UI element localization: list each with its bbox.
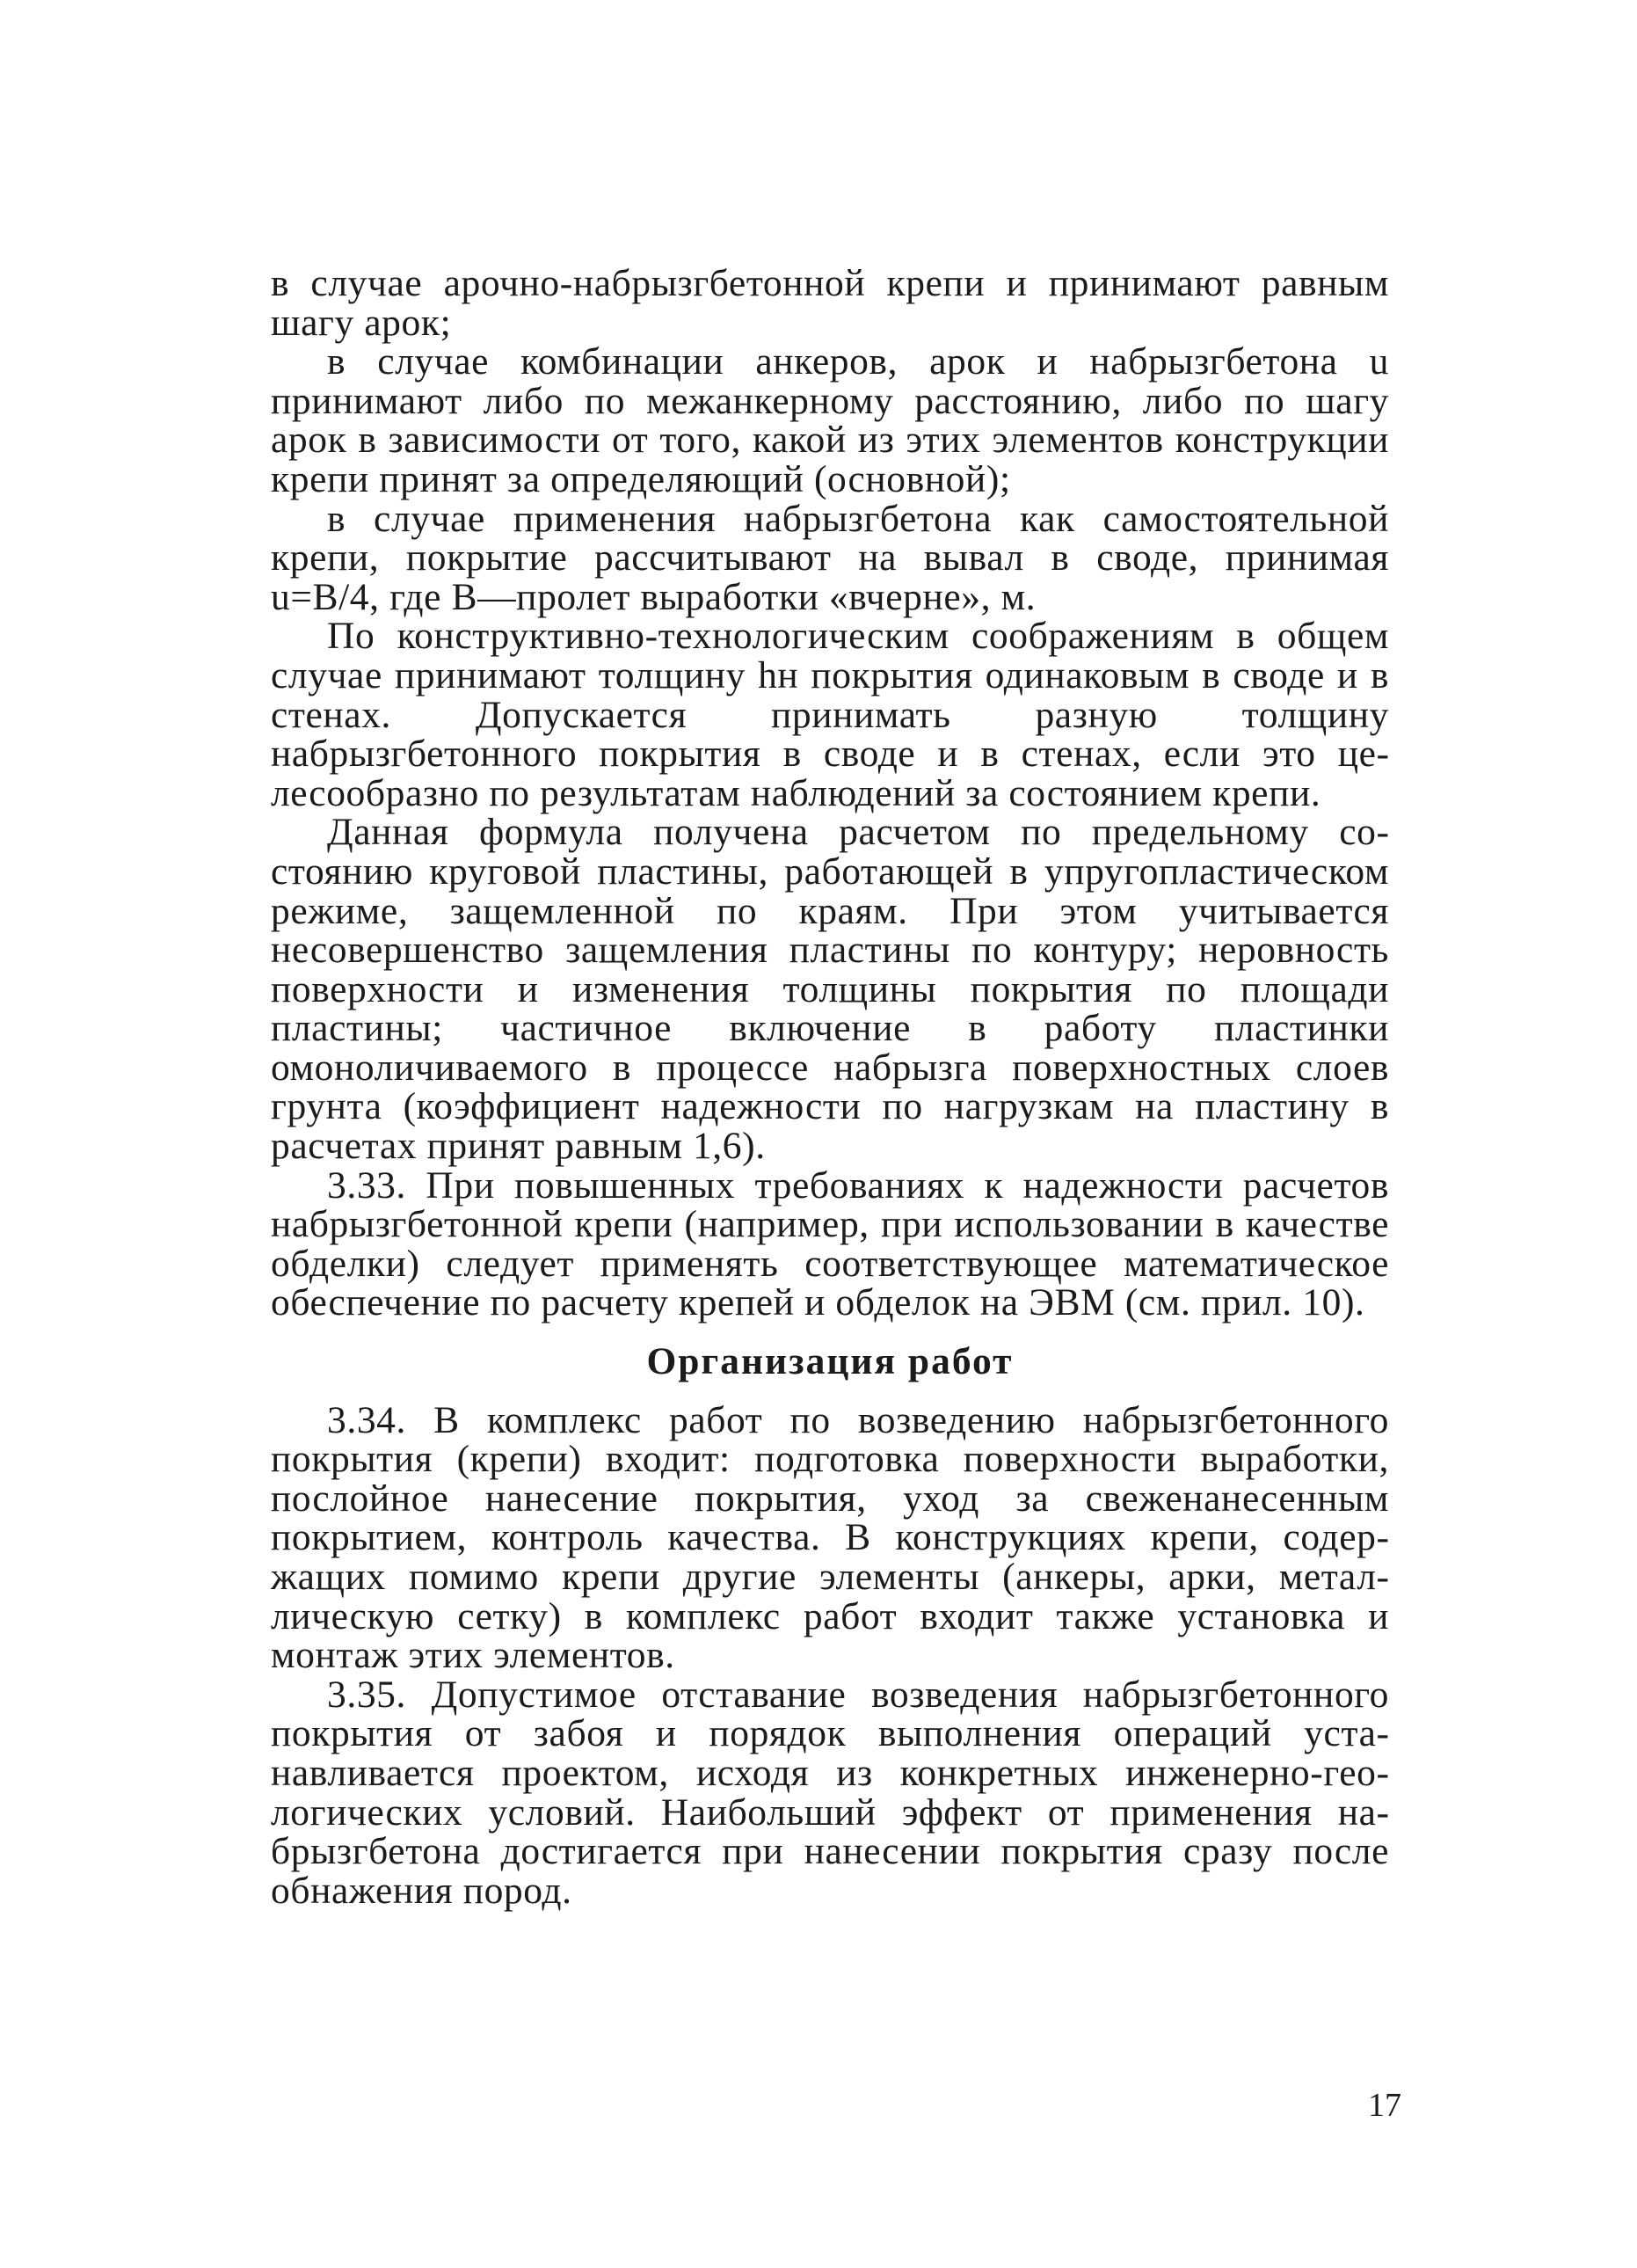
para-formula: Данная формула получена расчетом по предельному состоянию круговой пластины, работающей в упругопластическом режиме, защемленной по краям. При этом учитывается несовершенство защемления пластины по контуру; неровность поверхности и изменения толщины покрытия по площади пластины; частичное включение в работу пластинки омоноличиваемого в процессе набрызга поверхностных слоев грунта (коэффициент надежности по нагрузкам на пластину в расчетах принят равным 1,6).: [271, 811, 1389, 1168]
page-number: 17: [1368, 2087, 1401, 2124]
para-arch-shotcrete: в случае арочно-набрызгбетонной крепи и принимают равным шагу арок;: [271, 262, 1389, 344]
body-text: [271, 264, 1389, 1910]
para-3-35: 3.35. Допустимое отставание возведения набрызгбетонного покрытия от забоя и порядок выполнения операций устанавливается проектом, исходя из конкретных инженерно-геологических условий. Наибольший эффект от применения набрызгбетона достигается при нанесении покрытия сразу после обнажения пород.: [271, 1673, 1389, 1912]
para-3-33: 3.33. При повышенных требованиях к надежности расчетов набрызгбетонной крепи (например, при использовании в качестве обделки) следует применять соответствующее математическое обеспечение по расчету крепей и обделок на ЭВМ (см. прил. 10).: [271, 1163, 1389, 1324]
section-heading: Организация работ: [646, 1340, 1014, 1383]
para-standalone: в случае применения набрызгбетона как самостоятельной крепи, покрытие рассчитывают на вывал в своде, принимая u=B/4, где B—пролет выработки «вчерне», м.: [271, 497, 1389, 618]
para-thickness: По конструктивно-технологическим соображениям в общем случае принимают толщину hн покрытия одинаковым в своде и в стенах. Допускается принимать разную толщину набрызгбетонного покрытия в своде и в стенах, если это целесообразно по результатам наблюдений за состоянием крепи.: [271, 615, 1389, 814]
para-combination: в случае комбинации анкеров, арок и набрызгбетона u принимают либо по межанкерному расстоянию, либо по шагу арок в зависимости от того, какой из этих элементов конструкции крепи принят за определяющий (основной);: [271, 340, 1389, 500]
para-3-34: 3.34. В комплекс работ по возведению набрызгбетонного покрытия (крепи) входит: подготовка поверхности выработки, послойное нанесение покрытия, уход за свеженанесенным покрытием, контроль качества. В конструкциях крепи, содержащих помимо крепи другие элементы (анкеры, арки, металлическую сетку) в комплекс работ входит также установка и монтаж этих элементов.: [271, 1398, 1389, 1677]
